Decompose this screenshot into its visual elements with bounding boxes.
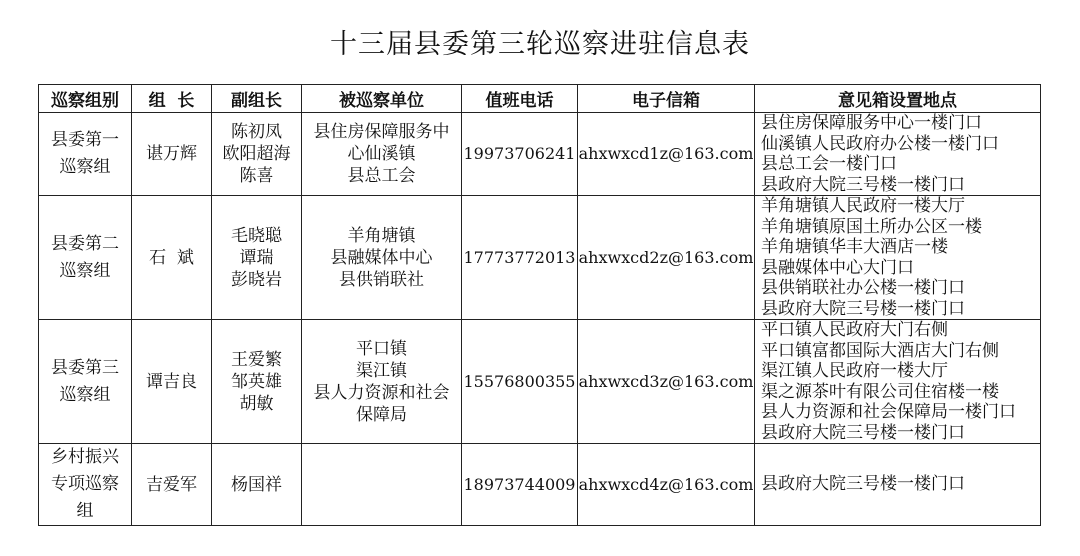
deputy-cell [212,320,302,444]
leader-cell: 谭吉良 [132,320,212,444]
deputy-name: 谭瑞 [239,247,274,268]
email-cell: ahxwxcd3z@163.com [578,320,755,444]
table-row [39,113,1041,196]
deputy-name: 胡敏 [239,393,274,414]
email-cell: ahxwxcd4z@163.com [578,444,755,526]
group-line: 巡察组 [59,157,111,177]
location-line: 羊角塘镇人民政府一楼大厅 [761,196,965,216]
phone-cell: 15576800355 [462,320,578,444]
group-line: 巡察组 [59,384,111,405]
group-line: 巡察组 [59,260,111,281]
location-line: 平口镇人民政府大门右侧 [761,320,948,340]
location-line: 羊角塘镇华丰大酒店一楼 [761,237,948,257]
deputy-name: 毛晓聪 [231,225,282,246]
deputy-name: 王爱繁 [231,349,282,370]
location-line: 羊角塘镇原国土所办公区一楼 [761,216,982,237]
header-location: 意见箱设置地点 [755,85,1041,113]
location-cell [755,320,1041,444]
unit-cell [302,444,462,526]
deputy-cell [212,113,302,196]
table-row [39,444,1041,526]
location-line: 渠之源茶叶有限公司住宿楼一楼 [761,381,999,402]
deputy-cell [212,196,302,320]
email-cell: ahxwxcd1z@163.com [578,113,755,196]
deputy-name: 陈喜 [239,166,274,186]
location-line: 县住房保障服务中心一楼门口 [761,113,982,133]
unit-line: 心仙溪镇 [347,144,416,164]
unit-cell [302,196,462,320]
location-cell [755,196,1041,320]
table-row [39,196,1041,320]
unit-line: 羊角塘镇 [347,225,416,246]
deputy-name: 邹英雄 [231,371,282,392]
unit-line: 县供销联社 [339,269,424,290]
deputy-name: 欧阳超海 [222,144,291,164]
phone-cell: 19973706241 [462,113,578,196]
leader-cell: 谌万辉 [132,113,212,196]
location-line: 县人力资源和社会保障局一楼门口 [761,402,1016,422]
group-line: 专项巡察 [51,474,119,494]
unit-line: 保障局 [356,404,407,425]
unit-cell [302,113,462,196]
unit-line: 县住房保障服务中 [313,122,450,142]
group-cell [39,444,132,526]
group-line: 县委第二 [51,233,119,254]
header-unit: 被巡察单位 [302,85,462,113]
group-line: 乡村振兴 [51,447,119,467]
leader-cell: 石 斌 [132,196,212,320]
header-email: 电子信箱 [578,85,755,113]
location-line: 平口镇富都国际大酒店大门右侧 [761,340,999,361]
location-line: 县供销联社办公楼一楼门口 [761,278,965,298]
location-line: 县政府大院三号楼一楼门口 [761,474,965,495]
leader-cell: 吉爱军 [132,444,212,526]
location-line: 渠江镇人民政府一楼大厅 [761,361,948,381]
header-group: 巡察组别 [39,85,132,113]
location-line: 仙溪镇人民政府办公楼一楼门口 [761,133,999,154]
unit-cell [302,320,462,444]
table-row [39,320,1041,444]
unit-line: 县总工会 [347,166,416,186]
location-line: 县政府大院三号楼一楼门口 [761,298,965,319]
location-line: 县总工会一楼门口 [761,154,897,174]
location-line: 县政府大院三号楼一楼门口 [761,422,965,443]
deputy-cell [212,444,302,526]
unit-line: 县融媒体中心 [330,247,433,268]
group-cell [39,196,132,320]
table-header-row [39,85,1041,113]
group-line: 组 [76,501,94,521]
location-line: 县融媒体中心大门口 [761,257,914,278]
deputy-name: 彭晓岩 [231,269,282,290]
header-deputy: 副组长 [212,85,302,113]
info-table [38,84,1041,526]
deputy-name: 陈初凤 [231,122,282,142]
deputy-name: 杨国祥 [231,474,282,495]
header-leader: 组 长 [132,85,212,113]
group-line: 县委第一 [51,130,119,150]
page-title: 十三届县委第三轮巡察进驻信息表 [330,29,750,60]
unit-line: 县人力资源和社会 [313,382,450,403]
group-cell [39,113,132,196]
location-cell [755,444,1041,526]
phone-cell: 17773772013 [462,196,578,320]
header-phone: 值班电话 [462,85,578,113]
email-cell: ahxwxcd2z@163.com [578,196,755,320]
group-cell [39,320,132,444]
location-line: 县政府大院三号楼一楼门口 [761,174,965,195]
location-cell [755,113,1041,196]
phone-cell: 18973744009 [462,444,578,526]
group-line: 县委第三 [51,357,119,378]
unit-line: 平口镇 [356,338,407,359]
unit-line: 渠江镇 [356,360,407,381]
